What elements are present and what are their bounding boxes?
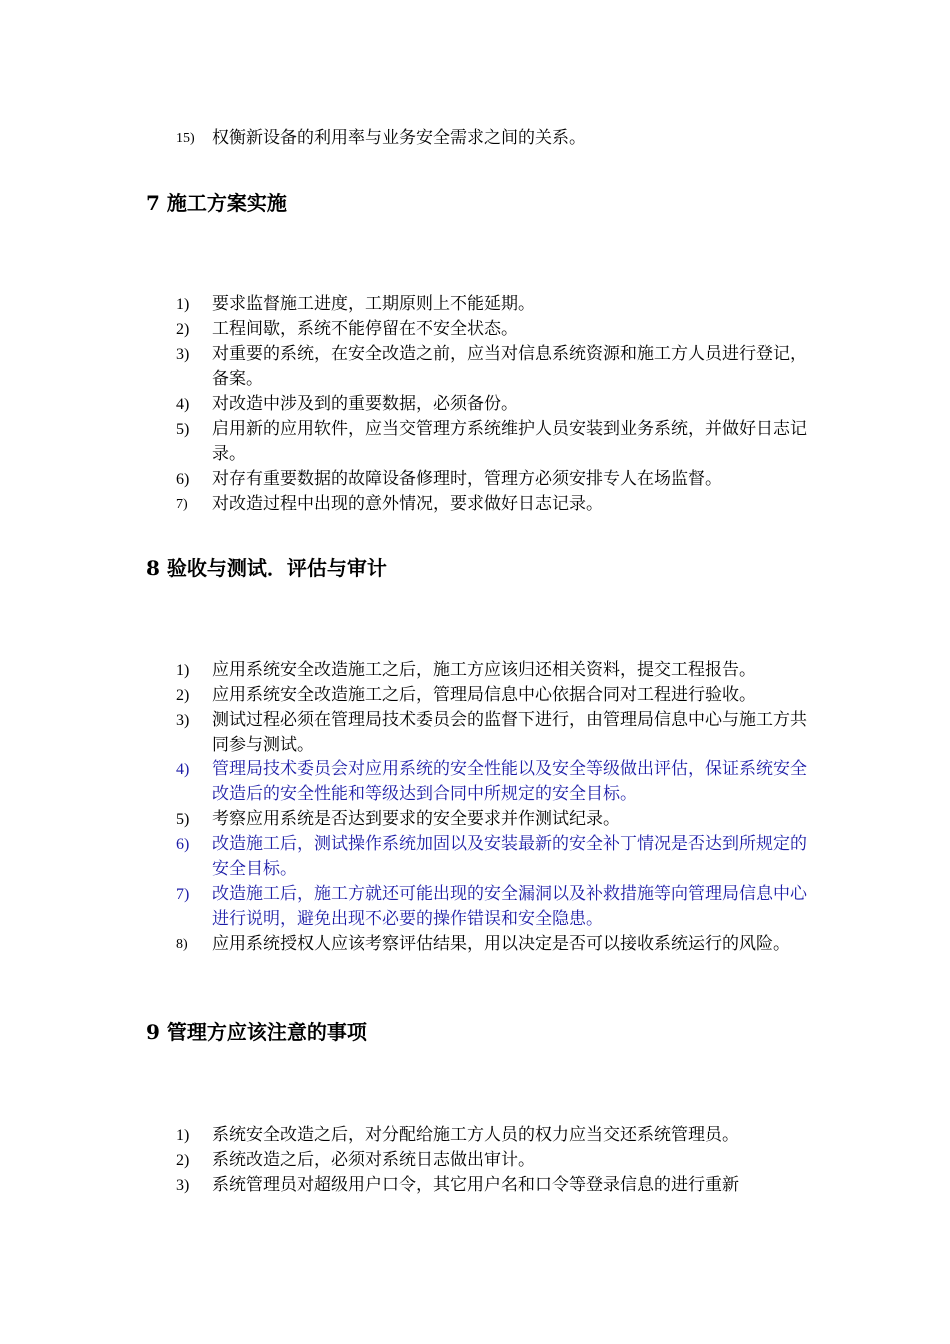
list-text: 系统改造之后，必须对系统日志做出审计。	[212, 1150, 535, 1170]
list-text: 要求监督施工进度，工期原则上不能延期。	[212, 294, 535, 314]
list-number: 15)	[176, 131, 195, 146]
list-item-highlighted	[176, 757, 822, 807]
list-item	[176, 683, 822, 708]
list-item	[176, 126, 822, 151]
list-number: 1)	[176, 1127, 190, 1144]
list-text: 测试过程必须在管理局技术委员会的监督下进行，由管理局信息中心与施工方共同参与测试。	[212, 710, 807, 755]
list-number: 2)	[176, 1152, 190, 1169]
list-number: 5)	[176, 421, 190, 438]
list-text: 改造施工后，测试操作系统加固以及安装最新的安全补丁情况是否达到所规定的安全目标。	[212, 834, 807, 879]
list-text: 系统安全改造之后，对分配给施工方人员的权力应当交还系统管理员。	[212, 1125, 739, 1145]
list-number: 6)	[176, 471, 190, 488]
list-item	[176, 292, 822, 317]
list-number: 2)	[176, 687, 190, 704]
list-text: 对重要的系统，在安全改造之前，应当对信息系统资源和施工方人员进行登记，备案。	[212, 344, 807, 389]
list-number: 4)	[176, 761, 190, 778]
list-item	[176, 1148, 822, 1173]
list-number: 7)	[176, 497, 188, 512]
list-number: 1)	[176, 296, 190, 313]
list-item	[176, 807, 822, 832]
list-number: 8)	[176, 937, 188, 952]
list-number: 3)	[176, 346, 190, 363]
list-number: 5)	[176, 811, 190, 828]
list-text: 应用系统安全改造施工之后，施工方应该归还相关资料，提交工程报告。	[212, 660, 756, 680]
list-number: 2)	[176, 321, 190, 338]
list-text: 管理局技术委员会对应用系统的安全性能以及安全等级做出评估，保证系统安全改造后的安全性能和等级达到合同中所规定的安全目标。	[212, 759, 807, 804]
list-text: 对改造过程中出现的意外情况，要求做好日志记录。	[212, 494, 603, 514]
list-item	[176, 492, 822, 517]
list-number: 6)	[176, 836, 190, 853]
list-text: 对存有重要数据的故障设备修理时，管理方必须安排专人在场监督。	[212, 469, 722, 489]
section-heading: 7 施工方案实施	[146, 191, 287, 215]
list-number: 3)	[176, 712, 190, 729]
list-text: 改造施工后，施工方就还可能出现的安全漏洞以及补救措施等向管理局信息中心进行说明，避免出现不必要的操作错误和安全隐患。	[212, 884, 807, 929]
list-item	[176, 1173, 822, 1198]
list-text: 考察应用系统是否达到要求的安全要求并作测试纪录。	[212, 809, 620, 829]
list-item	[176, 658, 822, 683]
list-text: 工程间歇，系统不能停留在不安全状态。	[212, 319, 518, 339]
list-item	[176, 932, 822, 957]
list-item	[176, 1123, 822, 1148]
list-item	[176, 317, 822, 342]
list-item	[176, 417, 822, 467]
list-number: 1)	[176, 662, 190, 679]
list-number: 4)	[176, 396, 190, 413]
list-item	[176, 467, 822, 492]
list-text: 系统管理员对超级用户口令，其它用户名和口令等登录信息的进行重新	[212, 1175, 739, 1195]
list-item	[176, 342, 822, 392]
list-item-highlighted	[176, 882, 822, 932]
list-item	[176, 392, 822, 417]
list-text: 应用系统授权人应该考察评估结果，用以决定是否可以接收系统运行的风险。	[212, 934, 790, 954]
list-number: 7)	[176, 886, 190, 903]
list-text: 启用新的应用软件，应当交管理方系统维护人员安装到业务系统，并做好日志记录。	[212, 419, 807, 464]
section-heading: 8 验收与测试．评估与审计	[146, 556, 387, 580]
list-number: 3)	[176, 1177, 190, 1194]
list-text: 权衡新设备的利用率与业务安全需求之间的关系。	[212, 128, 586, 148]
list-text: 应用系统安全改造施工之后，管理局信息中心依据合同对工程进行验收。	[212, 685, 756, 705]
list-text: 对改造中涉及到的重要数据，必须备份。	[212, 394, 518, 414]
list-item	[176, 708, 822, 758]
section-heading: 9 管理方应该注意的事项	[146, 1020, 367, 1044]
list-item-highlighted	[176, 832, 822, 882]
